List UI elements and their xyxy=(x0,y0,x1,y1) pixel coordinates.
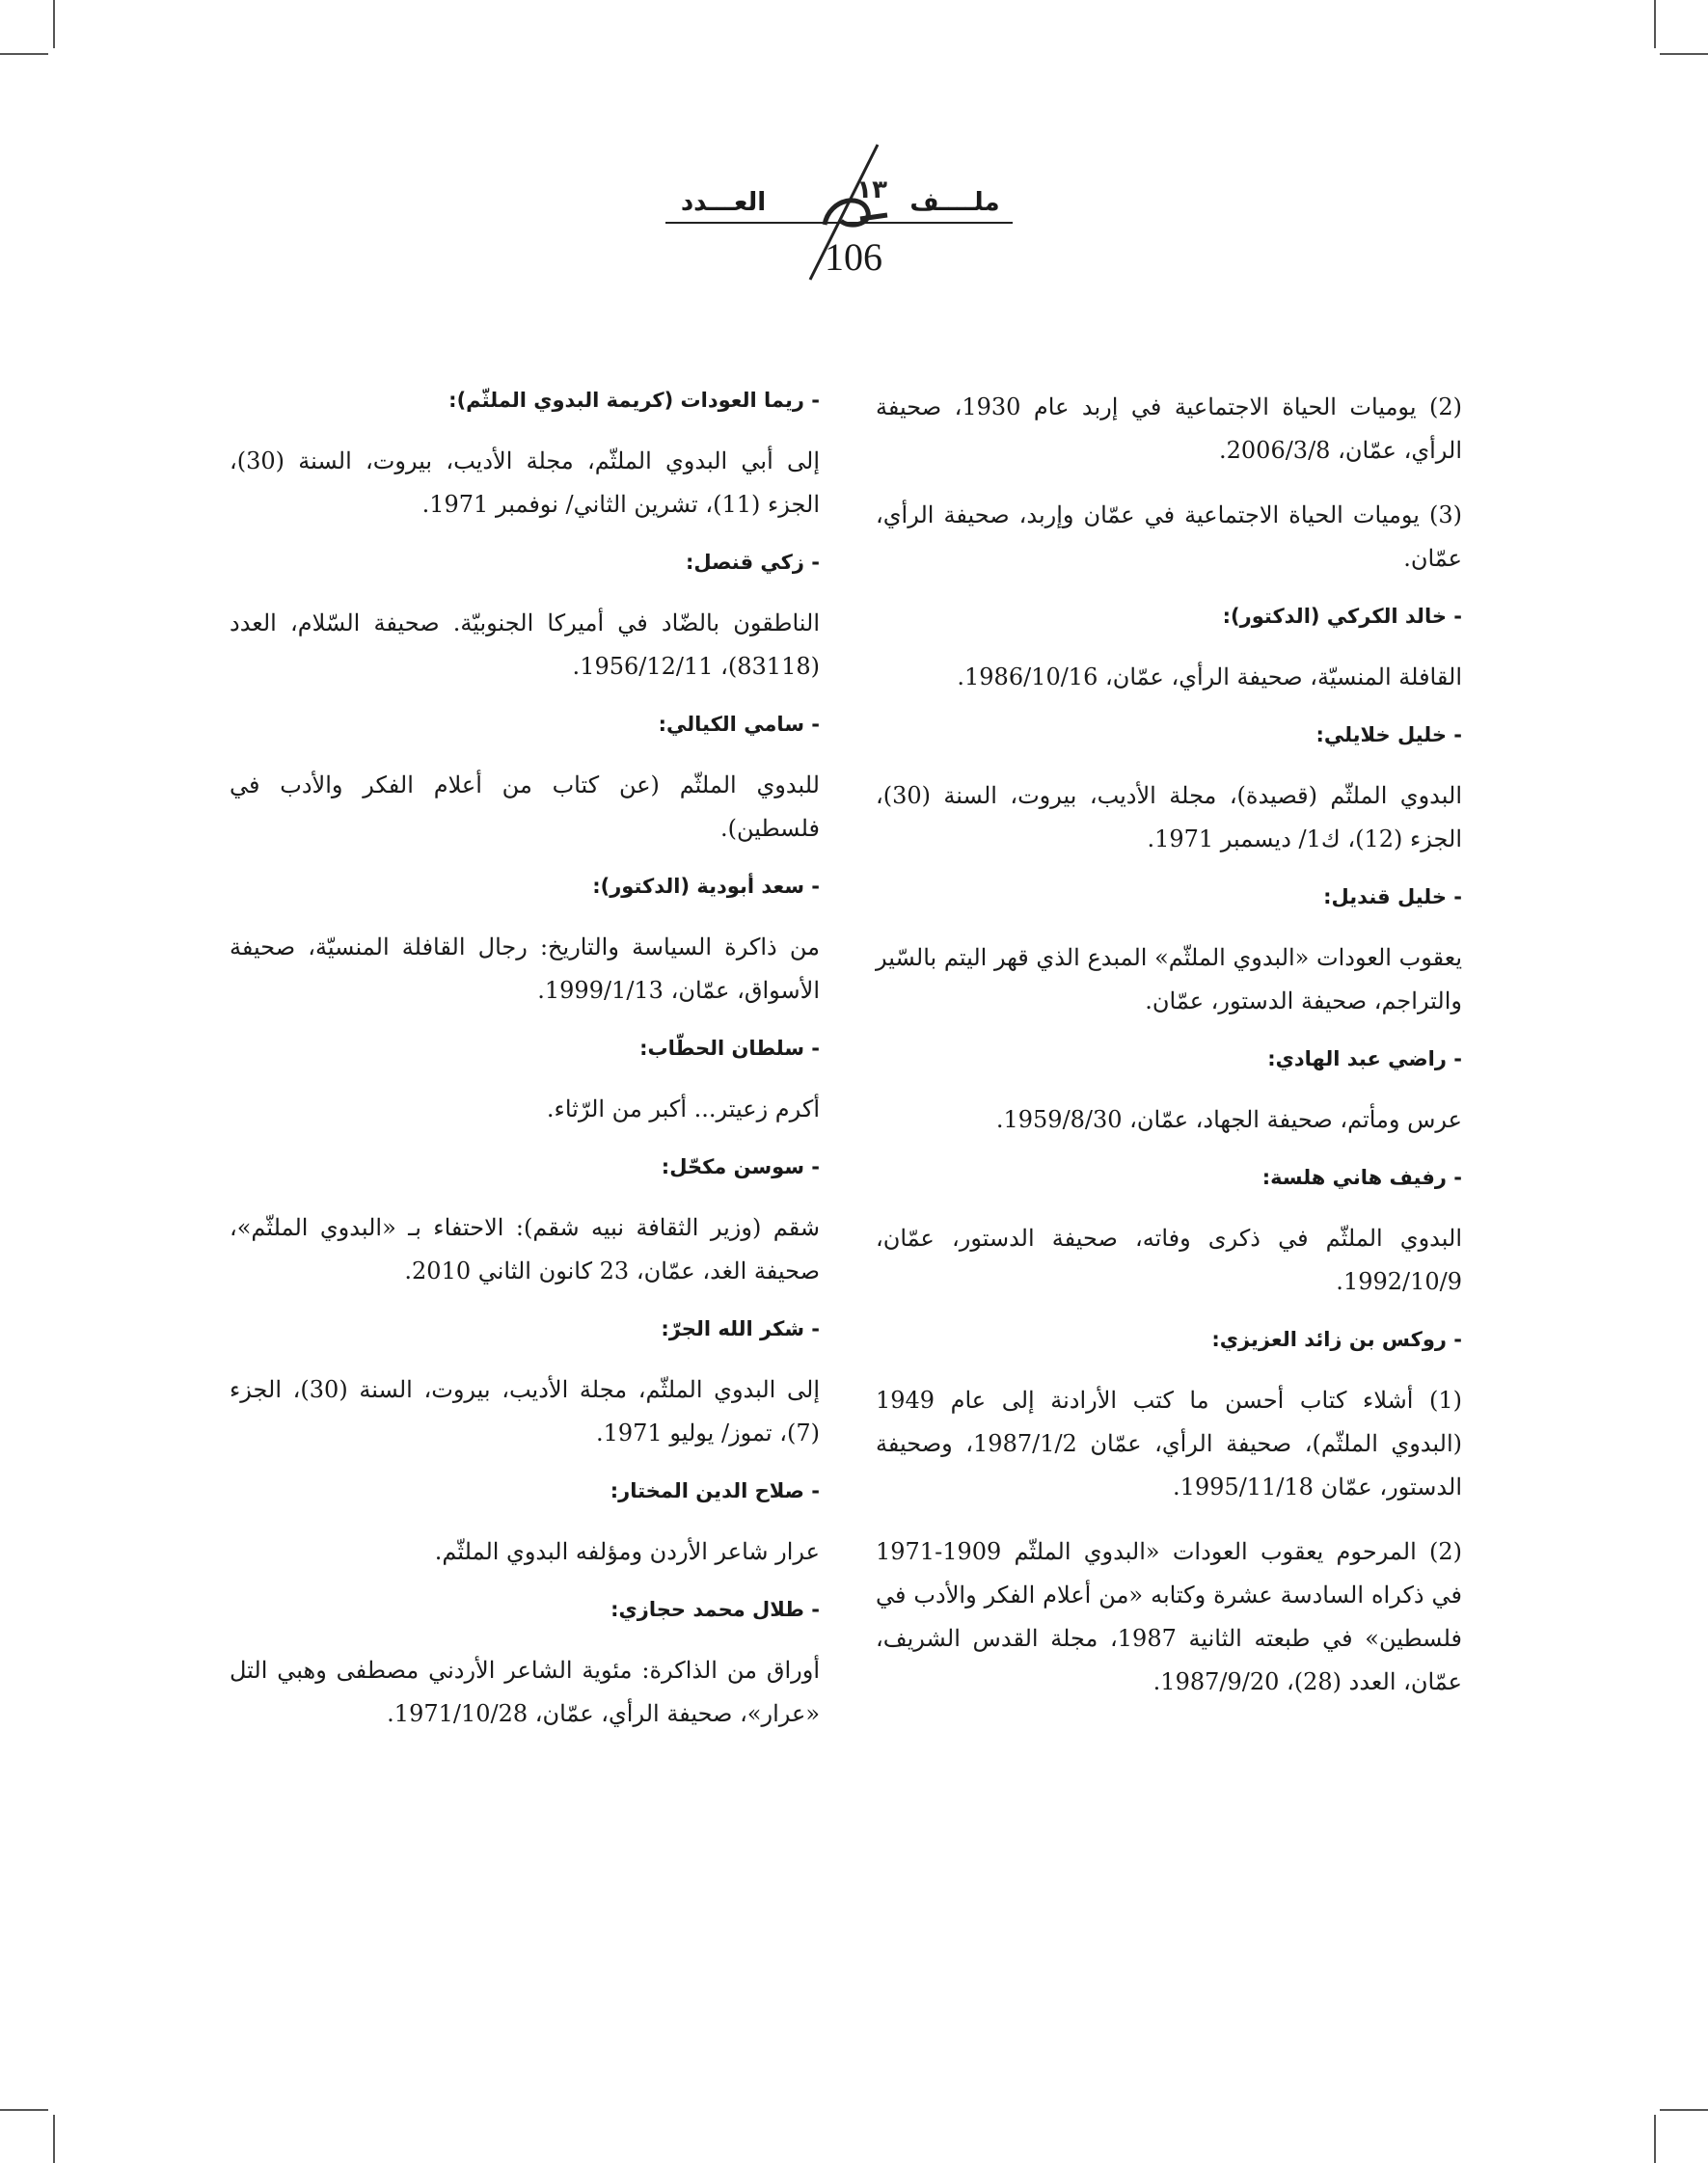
crop-mark xyxy=(0,53,48,55)
reference-entry: أكرم زعيتر... أكبر من الرّثاء. xyxy=(546,1095,820,1122)
crop-mark xyxy=(1654,2115,1656,2163)
page-number: 106 xyxy=(825,235,882,279)
author-heading: - سعد أبودية (الدكتور): xyxy=(592,875,820,898)
author-heading: - ريما العودات (كريمة البدوي الملثّم): xyxy=(448,389,820,412)
author-heading: - شكر الله الجرّ: xyxy=(661,1317,820,1340)
reference-entry: (2) المرحوم يعقوب العودات «البدوي الملثّم 1909-1971 في ذكراه السادسة عشرة وكتابه «من أعلام الفكر والأدب في فلسطين» في طبعته الثانية 1987، مجلة القدس الشريف، عمّان، العدد (28)، 1987/9/20. xyxy=(876,1538,1462,1695)
reference-entry: (1) أشلاء كتاب أحسن ما كتب الأرادنة إلى عام 1949 (البدوي الملثّم)، صحيفة الرأي، عمّان 1987/1/2، وصحيفة الدستور، عمّان 1995/11/18. xyxy=(876,1387,1462,1501)
reference-entry: إلى أبي البدوي الملثّم، مجلة الأديب، بيروت، السنة (30)، الجزء (11)، تشرين الثاني/ نوفمبر 1971. xyxy=(230,447,820,518)
author-heading: - سلطان الحطّاب: xyxy=(639,1037,820,1060)
author-heading: - طلال محمد حجازي: xyxy=(610,1598,820,1621)
author-heading: - راضي عبد الهادي: xyxy=(1267,1047,1462,1070)
left-column xyxy=(230,386,820,1757)
author-heading: - خليل خلايلي: xyxy=(1315,723,1462,746)
issue-label: العـــدد xyxy=(680,188,767,217)
reference-entry: شقم (وزير الثقافة نبيه شقم): الاحتفاء بـ «البدوي الملثّم»، صحيفة الغد، عمّان، 23 كانون الثاني 2010. xyxy=(230,1214,820,1284)
right-column xyxy=(876,386,1462,1725)
reference-entry: أوراق من الذاكرة: مئوية الشاعر الأردني مصطفى وهبي التل «عرار»، صحيفة الرأي، عمّان، 1971/10/28. xyxy=(230,1657,820,1727)
crop-mark xyxy=(53,2115,55,2163)
reference-entry: البدوي الملثّم في ذكرى وفاته، صحيفة الدستور، عمّان، 1992/10/9. xyxy=(876,1225,1462,1295)
reference-entry: من ذاكرة السياسة والتاريخ: رجال القافلة المنسيّة، صحيفة الأسواق، عمّان، 1999/1/13. xyxy=(230,933,820,1004)
crop-mark xyxy=(1654,0,1656,48)
author-heading: - سامي الكيالي: xyxy=(658,713,820,736)
crop-mark xyxy=(53,0,55,48)
reference-entry: (2) يوميات الحياة الاجتماعية في إربد عام 1930، صحيفة الرأي، عمّان، 2006/3/8. xyxy=(876,393,1462,464)
author-heading: - خالد الكركي (الدكتور): xyxy=(1222,605,1462,628)
reference-entry: للبدوي الملثّم (عن كتاب من أعلام الفكر والأدب في فلسطين). xyxy=(230,771,820,842)
header-rule xyxy=(665,222,1013,224)
reference-entry: (3) يوميات الحياة الاجتماعية في عمّان وإربد، صحيفة الرأي، عمّان. xyxy=(876,501,1462,572)
section-label: ملــــف xyxy=(909,188,1000,217)
reference-entry: عرار شاعر الأردن ومؤلفه البدوي الملثّم. xyxy=(434,1538,820,1565)
reference-entry: عرس ومأتم، صحيفة الجهاد، عمّان، 1959/8/30. xyxy=(995,1106,1462,1133)
author-heading: - سوسن مكحّل: xyxy=(661,1155,820,1178)
author-heading: - رفيف هاني هلسة: xyxy=(1261,1166,1462,1189)
crop-mark xyxy=(1660,2109,1708,2111)
page-header xyxy=(0,140,1708,304)
reference-entry: البدوي الملثّم (قصيدة)، مجلة الأديب، بيروت، السنة (30)، الجزء (12)، ك1/ ديسمبر 1971. xyxy=(876,782,1462,852)
author-heading: - روكس بن زائد العزيزي: xyxy=(1211,1328,1462,1351)
crop-mark xyxy=(1660,53,1708,55)
logo-number: ١٣ xyxy=(856,176,887,204)
author-heading: - خليل قنديل: xyxy=(1323,885,1462,908)
reference-entry: القافلة المنسيّة، صحيفة الرأي، عمّان، 1986/10/16. xyxy=(957,663,1462,690)
reference-entry: إلى البدوي الملثّم، مجلة الأديب، بيروت، السنة (30)، الجزء (7)، تموز/ يوليو 1971. xyxy=(230,1376,820,1447)
reference-entry: يعقوب العودات «البدوي الملثّم» المبدع الذي قهر اليتم بالسّير والتراجم، صحيفة الدستور، عمّان. xyxy=(876,944,1462,1014)
author-heading: - صلاح الدين المختار: xyxy=(610,1479,820,1502)
author-heading: - زكي قنصل: xyxy=(685,551,820,574)
reference-entry: الناطقون بالضّاد في أميركا الجنوبيّة. صحيفة السّلام، العدد (83118)، 1956/12/11. xyxy=(230,609,820,680)
crop-mark xyxy=(0,2109,48,2111)
